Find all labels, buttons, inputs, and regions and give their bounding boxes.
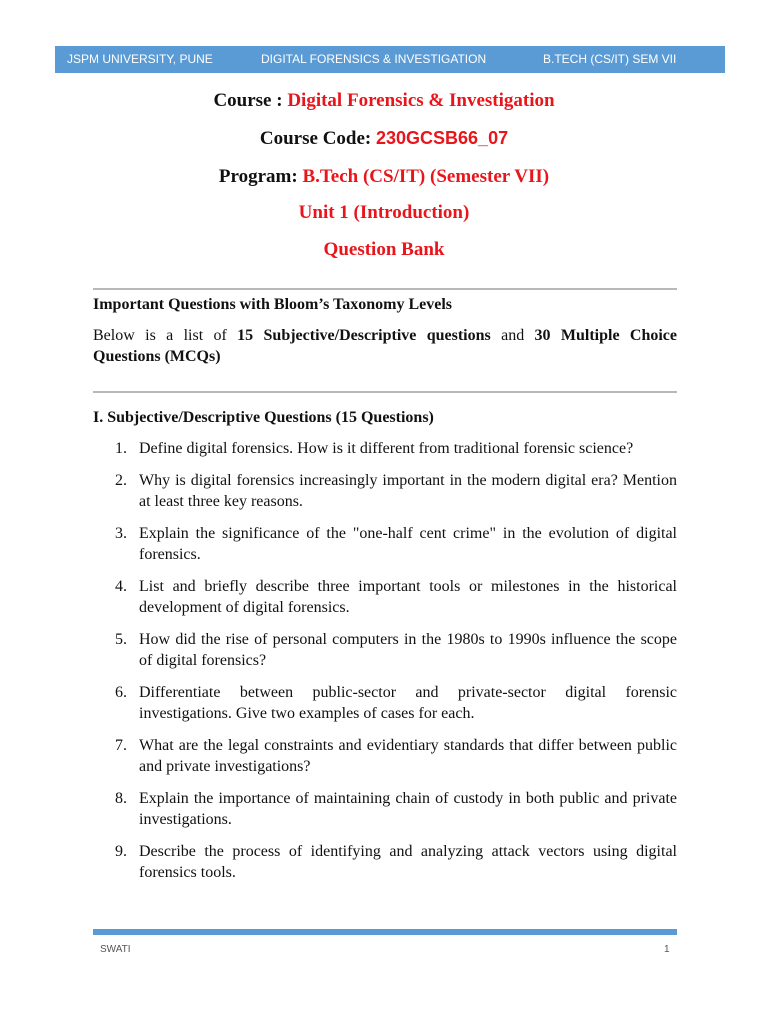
intro-text-1: Below is a list of	[93, 327, 238, 344]
question-number: 8.	[115, 789, 127, 807]
divider-middle	[93, 391, 677, 393]
footer-bar	[93, 929, 677, 935]
question-number: 9.	[115, 842, 127, 860]
question-number: 2.	[115, 471, 127, 489]
course-title	[0, 90, 768, 112]
question-number: 7.	[115, 736, 127, 754]
divider-top	[93, 288, 677, 290]
question-item	[93, 841, 677, 884]
course-label: Course :	[213, 90, 288, 111]
question-number: 3.	[115, 524, 127, 542]
header-program: B.TECH (CS/IT) SEM VII	[543, 52, 677, 66]
course-value: Digital Forensics & Investigation	[287, 90, 555, 111]
header-course: DIGITAL FORENSICS & INVESTIGATION	[261, 52, 487, 66]
question-item	[93, 470, 677, 513]
question-text: Explain the significance of the "one-half cent crime" in the evolution of digital forensics.	[139, 524, 677, 563]
question-item	[93, 682, 677, 725]
question-text: Explain the importance of maintaining chain of custody in both public and private investigations.	[139, 789, 677, 828]
program-label: Program:	[218, 166, 303, 187]
question-item	[93, 438, 677, 460]
header-university: JSPM UNIVERSITY, PUNE	[67, 52, 213, 66]
course-code-value: 230GCSB66_07	[376, 128, 509, 148]
question-text: How did the rise of personal computers in the 1980s to 1990s influence the scope of digital forensics?	[139, 630, 677, 669]
question-number: 1.	[115, 440, 127, 457]
intro-text-2: and	[490, 327, 535, 344]
question-text: Define digital forensics. How is it different from traditional forensic science?	[139, 440, 634, 457]
question-number: 4.	[115, 577, 127, 595]
intro-heading: Important Questions with Bloom’s Taxonomy Levels	[93, 296, 452, 313]
program-value: B.Tech (CS/IT) (Semester VII)	[302, 166, 550, 187]
intro-bold-2: 30 Multiple Choice Questions (MCQs)	[93, 327, 678, 365]
course-code	[0, 128, 768, 150]
intro-bold-1: 15 Subjective/Descriptive questions	[237, 327, 491, 344]
question-item	[93, 523, 677, 566]
question-text: Why is digital forensics increasingly important in the modern digital era? Mention at least three key reasons.	[139, 471, 677, 510]
question-number: 6.	[115, 683, 127, 701]
question-text: List and briefly describe three important tools or milestones in the historical development of digital forensics.	[139, 577, 677, 616]
question-item	[93, 788, 677, 831]
question-item	[93, 629, 677, 672]
question-number: 5.	[115, 630, 127, 648]
section-heading: I. Subjective/Descriptive Questions (15 Questions)	[93, 409, 434, 426]
intro-paragraph	[93, 325, 677, 367]
question-bank-title: Question Bank	[323, 239, 445, 260]
question-text: Differentiate between public-sector and private-sector digital forensic investigations. Give two examples of cases for each.	[139, 683, 677, 722]
question-text: Describe the process of identifying and analyzing attack vectors using digital forensics tools.	[139, 842, 677, 881]
unit-title: Unit 1 (Introduction)	[298, 202, 470, 223]
course-code-label: Course Code:	[259, 128, 376, 149]
question-item	[93, 576, 677, 619]
question-item	[93, 735, 677, 778]
program-title	[0, 166, 768, 188]
question-list	[93, 438, 677, 894]
question-text: What are the legal constraints and evidentiary standards that differ between public and private investigations?	[139, 736, 677, 775]
footer-author: SWATI	[100, 944, 131, 955]
page-number: 1	[664, 944, 670, 955]
page-header	[55, 46, 725, 73]
